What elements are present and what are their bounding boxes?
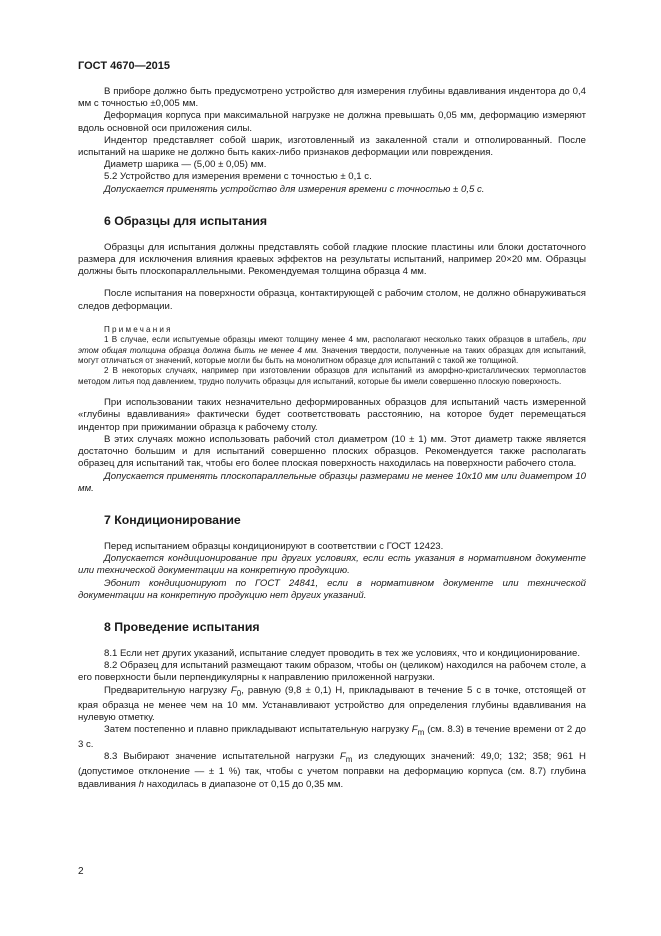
paragraph: Образцы для испытания должны представлять собой гладкие плоские пластины или блоки достаточного размера для исключения влияния краевых эффектов на результаты испытаний, например 20×20 мм. Образцы должны быть плоскопараллельными. Рекомендуемая толщина образца 4 мм. — [78, 241, 586, 278]
notes-title: Примечания — [104, 324, 173, 334]
paragraph: В приборе должно быть предусмотрено устройство для измерения глубины вдавливания индентора до 0,4 мм с точностью ±0,005 мм. — [78, 86, 586, 110]
variable: F — [339, 751, 346, 763]
paragraph: Допускается применять устройство для измерения времени с точностью ± 0,5 с. — [104, 183, 485, 195]
variable: F — [411, 724, 418, 736]
paragraph: Эбонит кондиционируют по ГОСТ 24841, если в нормативном документе или технической документации на конкретную продукцию нет других указаний. — [78, 577, 586, 601]
section-heading: 7 Кондиционирование — [104, 512, 241, 527]
paragraph: При использовании таких незначительно деформированных образцов для испытаний часть измеренной «глубины вдавливания» фактически будет соответствовать расстоянию, на которое будет перемещаться индентор при прижимании образца к рабочему столу. — [78, 397, 586, 433]
paragraph: Диаметр шарика — (5,00 ± 0,05) мм. — [104, 159, 267, 171]
paragraph: В этих случаях можно использовать рабочий стол диаметром (10 ± 1) мм. Этот диаметр также является достаточно большим и для испытаний совершенно плоских образцов. Рекомендуется также располагать образец для испытаний так, чтобы его более плоская поверхность находилась на поверхности рабочего стола. — [78, 433, 586, 470]
paragraph: 5.2 Устройство для измерения времени с точностью ± 0,1 с. — [104, 171, 372, 183]
document-body — [78, 86, 586, 791]
note-text: 1 В случае, если испытуемые образцы имеют толщину менее 4 мм, располагают несколько таких образцов в штабель, — [104, 335, 570, 345]
document-header: ГОСТ 4670—2015 — [78, 60, 171, 72]
text-run: (см. 8.3) в течение времени от 2 до 3 с. — [78, 724, 586, 751]
paragraph: Допускается применять плоскопараллельные образцы размерами не менее 10x10 мм или диаметром 10 мм. — [78, 470, 586, 494]
note-item: 2 В некоторых случаях, например при изготовлении образцов для испытаний из аморфно-кристаллических термопластов методом литья под давлением, трудно получить образцы для испытаний, которые бы имели совершенно плоскую поверхность. — [78, 366, 586, 386]
paragraph: 8.1 Если нет других указаний, испытание следует проводить в тех же условиях, что и кондиционирование. — [104, 647, 581, 659]
paragraph — [78, 685, 586, 725]
page-number: 2 — [78, 866, 84, 877]
note-text: Значения твердости, полученные на таких образцах для испытаний, могут отличаться от значений, которые могли бы быть на монолитном образце для испытаний с такой же толщиной. — [78, 345, 586, 366]
note-item — [78, 335, 586, 366]
subscript: m — [345, 755, 353, 765]
text-run: находилась в диапазоне от 0,15 до 0,35 мм. — [143, 778, 344, 790]
paragraph — [78, 724, 586, 751]
section-heading: 6 Образцы для испытания — [104, 213, 268, 228]
variable: h — [138, 778, 144, 790]
text-run: Затем постепенно и плавно прикладывают испытательную нагрузку — [104, 724, 409, 736]
variable: F — [230, 684, 237, 696]
text-run: 8.3 Выбирают значение испытательной нагрузки — [104, 751, 334, 763]
paragraph: Деформация корпуса при максимальной нагрузке не должна превышать 0,05 мм, деформацию измеряют вдоль основной оси приложения силы. — [78, 110, 586, 134]
subscript: 0 — [236, 688, 242, 698]
section-heading: 8 Проведение испытания — [104, 619, 260, 634]
text-run: из следующих значений: 49,0; 132; 358; 961 Н (допустимое отклонение — ± 1 %) так, чтобы с учетом поправки на деформацию корпуса (см. 8.7) глубина вдавливания — [78, 751, 586, 790]
paragraph: После испытания на поверхности образца, контактирующей с рабочим столом, не должно обнаруживаться следов деформации. — [78, 288, 586, 312]
paragraph: 8.2 Образец для испытаний размещают таким образом, чтобы он (целиком) находился на рабочем столе, а его поверхности были перпендикулярны к направлению приложенной нагрузки. — [78, 660, 586, 684]
paragraph — [78, 751, 586, 791]
note-emphasis: при этом общая толщина образца должна быть не менее 4 мм. — [78, 335, 586, 355]
text-run: Предварительную нагрузку — [104, 684, 227, 696]
paragraph: Перед испытанием образцы кондиционируют в соответствии с ГОСТ 12423. — [104, 540, 444, 552]
subscript: m — [417, 727, 425, 737]
paragraph: Допускается кондиционирование при других условиях, если есть указания в нормативном документе или технической документации на конкретную продукцию. — [78, 553, 586, 577]
text-run: , равную (9,8 ± 0,1) Н, прикладывают в течение 5 с в точке, отстоящей от края образца не менее чем на 10 мм. Устанавливают устройство для определения глубины вдавливания на нулевую отметку. — [78, 684, 586, 723]
paragraph: Индентор представляет собой шарик, изготовленный из закаленной стали и отполированный. После испытаний на шарике не должно быть каких-либо признаков деформации или повреждения. — [78, 134, 586, 159]
